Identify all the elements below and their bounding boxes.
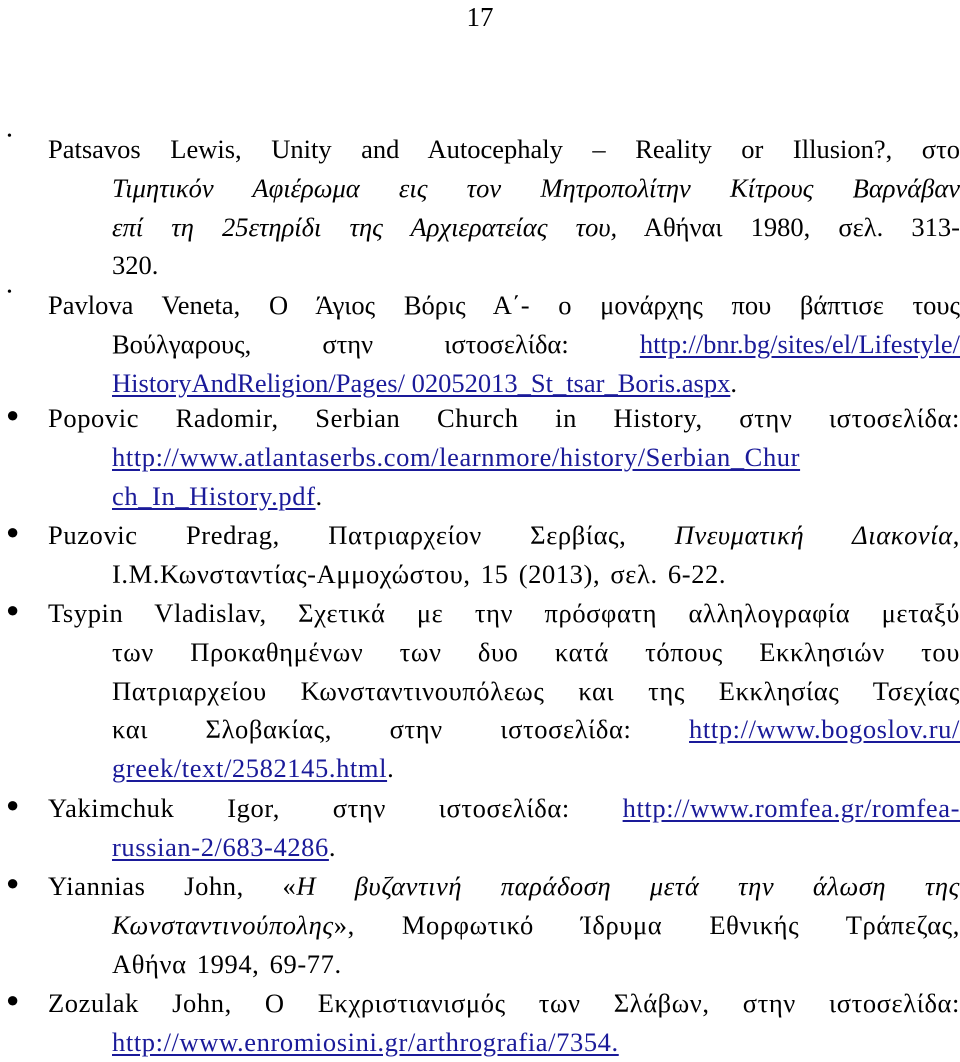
entry-line: Αθήνα 1994, 69-77. bbox=[112, 948, 342, 979]
entry-italic-text: επί τη 25ετηρίδι της Αρχιερατείας του, bbox=[112, 211, 618, 242]
bibliography-entry-puzovic bbox=[48, 516, 960, 594]
bibliography-entry-yiannias bbox=[48, 867, 960, 983]
bibliography-entry-tsypin bbox=[48, 594, 960, 788]
entry-line: των Προκαθημένων των δυο κατά τόπους Εκκλησιών του bbox=[112, 636, 960, 667]
entry-line bbox=[112, 710, 960, 749]
entry-link[interactable]: ch_In_History.pdf bbox=[112, 480, 316, 511]
entry-text: Yiannias John, « bbox=[48, 871, 297, 901]
entry-link[interactable]: http://www.romfea.gr/romfea- bbox=[622, 793, 960, 823]
entry-text: », Μορφωτικό Ίδρυμα Εθνικής Τράπεζας, bbox=[333, 909, 960, 940]
entry-link[interactable]: http://www.atlantaserbs.com/learnmore/history/Serbian_Chur bbox=[112, 441, 801, 472]
entry-line: Zozulak John, Ο Εκχριστιανισμός των Σλάβων, στην ιστοσελίδα: bbox=[48, 988, 960, 1018]
entry-line: Πατριαρχείου Κωνσταντινουπόλεως και της Εκκλησίας Τσεχίας bbox=[112, 675, 960, 706]
bibliography-entry-zozulak bbox=[48, 984, 960, 1062]
entry-text: Yakimchuk Igor, στην ιστοσελίδα: bbox=[48, 793, 623, 823]
bibliography-entry-popovic bbox=[48, 399, 960, 515]
bullet-icon: ● bbox=[6, 402, 20, 427]
bullet-icon: • bbox=[7, 129, 12, 144]
entry-line: Tsypin Vladislav, Σχετικά με την πρόσφατη αλληλογραφία μεταξύ bbox=[48, 598, 960, 628]
entry-line: 320. bbox=[112, 250, 159, 281]
entry-text: και Σλοβακίας, στην ιστοσελίδα: bbox=[112, 714, 690, 745]
entry-line bbox=[112, 749, 960, 788]
entry-italic-text: Πνευματική Διακονία bbox=[674, 520, 953, 550]
bullet-icon: ● bbox=[6, 519, 20, 544]
entry-link[interactable]: http://www.bogoslov.ru/ bbox=[689, 714, 960, 745]
bullet-icon: ● bbox=[6, 987, 20, 1012]
bibliography-entry-pavlova bbox=[48, 286, 960, 402]
entry-line bbox=[112, 438, 960, 477]
entry-line-italic: Τιμητικόν Αφιέρωμα εις τον Μητροπολίτην Κίτρους Βαρνάβαν bbox=[112, 172, 960, 203]
entry-line bbox=[112, 906, 960, 945]
entry-link[interactable]: http://bnr.bg/sites/el/Lifestyle/ bbox=[639, 328, 960, 359]
entry-link[interactable]: HistoryAndReligion/Pages/ 02052013_St_tsar_Boris.aspx bbox=[112, 367, 731, 398]
bullet-icon: ● bbox=[6, 597, 20, 622]
entry-line bbox=[112, 477, 960, 516]
entry-line bbox=[112, 208, 960, 247]
entry-text: Βούλγαρους, στην ιστοσελίδα: bbox=[112, 328, 640, 359]
entry-link[interactable]: http://www.enromiosini.gr/arthrografia/7354. bbox=[112, 1026, 619, 1057]
entry-line bbox=[112, 828, 960, 867]
entry-italic-text: Η βυζαντινή παράδοση μετά την άλωση της bbox=[296, 871, 960, 901]
bibliography-entry-patsavos bbox=[48, 130, 960, 285]
entry-line bbox=[48, 789, 960, 828]
entry-line: Patsavos Lewis, Unity and Autocephaly – Reality or Illusion?, στο bbox=[48, 134, 960, 164]
entry-text: . bbox=[730, 367, 737, 398]
entry-italic-text: Κωνσταντινούπολης bbox=[112, 909, 334, 940]
entry-line bbox=[112, 1023, 960, 1062]
entry-link[interactable]: russian-2/683-4286 bbox=[112, 831, 329, 862]
bullet-icon: ● bbox=[6, 792, 20, 817]
entry-line: Ι.Μ.Κωνσταντίας-Αμμοχώστου, 15 (2013), σελ. 6-22. bbox=[112, 558, 727, 589]
entry-text: . bbox=[387, 753, 395, 784]
entry-text: . bbox=[328, 831, 337, 862]
entry-line bbox=[112, 325, 960, 364]
entry-line bbox=[112, 364, 960, 403]
bullet-icon: • bbox=[7, 285, 12, 300]
entry-line bbox=[48, 867, 960, 906]
entry-text: Puzovic Predrag, Πατριαρχείον Σερβίας, bbox=[48, 520, 675, 550]
entry-line: Popovic Radomir, Serbian Church in History, στην ιστοσελίδα: bbox=[48, 403, 960, 433]
bullet-icon: ● bbox=[6, 870, 20, 895]
entry-line bbox=[48, 516, 960, 555]
entry-link[interactable]: greek/text/2582145.html bbox=[112, 753, 388, 784]
entry-line: Pavlova Veneta, Ο Άγιος Βόρις Α΄- ο μονάρχης που βάπτισε τους bbox=[48, 290, 960, 320]
entry-text: , bbox=[952, 520, 960, 550]
page-number: 17 bbox=[466, 2, 494, 32]
entry-text: Αθήναι 1980, σελ. 313- bbox=[617, 211, 960, 242]
entry-text: . bbox=[315, 480, 323, 511]
bibliography-entry-yakimchuk bbox=[48, 789, 960, 867]
